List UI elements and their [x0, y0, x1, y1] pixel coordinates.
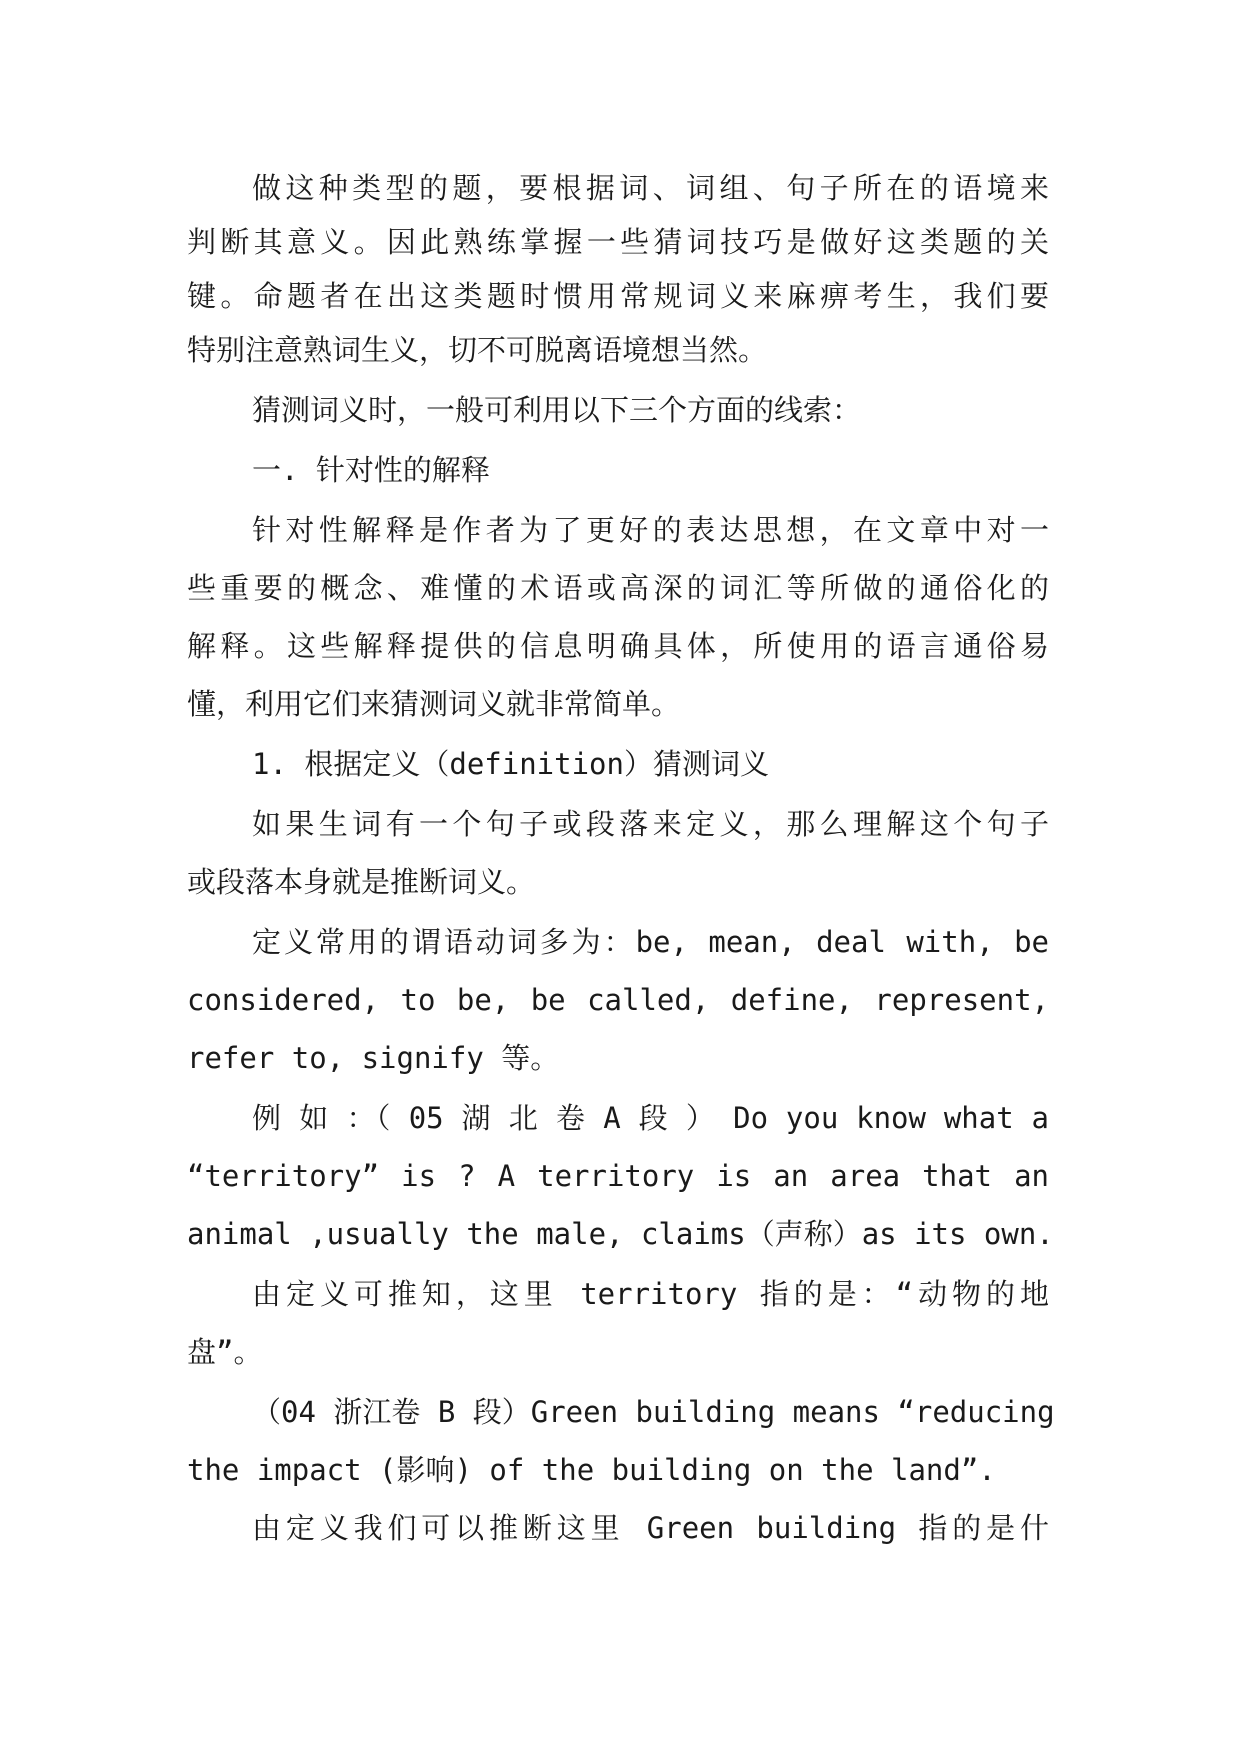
paragraph-line-22: （04 浙江卷 B 段）Green building means “reducing	[252, 1395, 1055, 1429]
paragraph-line-17: 例 如 ：（ 05 湖 北 卷 A 段 ） Do you know what a	[252, 1101, 1049, 1135]
paragraph-line-15: considered, to be, be called, define, represent,	[187, 983, 1049, 1017]
paragraph-line-16: refer to, signify 等。	[187, 1041, 560, 1075]
paragraph-line-19: animal ,usually the male, claims（声称）as its own.	[187, 1217, 1054, 1251]
paragraph-line-7: 针对性解释是作者为了更好的表达思想，在文章中对一	[252, 513, 1049, 547]
paragraph-line-14: 定义常用的谓语动词多为：be, mean, deal with, be	[252, 925, 1049, 959]
paragraph-line-9: 解释。这些解释提供的信息明确具体，所使用的语言通俗易	[187, 629, 1049, 663]
paragraph-line-18: “territory” is ? A territory is an area that an	[187, 1159, 1049, 1193]
paragraph-line-3: 键。命题者在出这类题时惯用常规词义来麻痹考生，我们要	[187, 279, 1049, 313]
paragraph-line-21: 盘”。	[187, 1335, 263, 1369]
section-heading: 一. 针对性的解释	[252, 453, 490, 487]
paragraph-line-24: 由定义我们可以推断这里 Green building 指的是什	[252, 1511, 1049, 1545]
paragraph-line-8: 些重要的概念、难懂的术语或高深的词汇等所做的通俗化的	[187, 571, 1049, 605]
paragraph-line-23: the impact (影响) of the building on the land”.	[187, 1453, 996, 1487]
subsection-heading: 1. 根据定义（definition）猜测词义	[252, 747, 769, 781]
paragraph-line-20: 由定义可推知，这里 territory 指的是：“动物的地	[252, 1277, 1049, 1311]
paragraph-line-1: 做这种类型的题，要根据词、词组、句子所在的语境来	[252, 171, 1049, 205]
paragraph-line-5: 猜测词义时，一般可利用以下三个方面的线索：	[252, 393, 862, 427]
paragraph-line-2: 判断其意义。因此熟练掌握一些猜词技巧是做好这类题的关	[187, 225, 1049, 259]
paragraph-line-13: 或段落本身就是推断词义。	[187, 865, 536, 899]
paragraph-line-10: 懂，利用它们来猜测词义就非常简单。	[187, 687, 681, 721]
paragraph-line-4: 特别注意熟词生义，切不可脱离语境想当然。	[187, 333, 768, 367]
paragraph-line-12: 如果生词有一个句子或段落来定义，那么理解这个句子	[252, 807, 1049, 841]
